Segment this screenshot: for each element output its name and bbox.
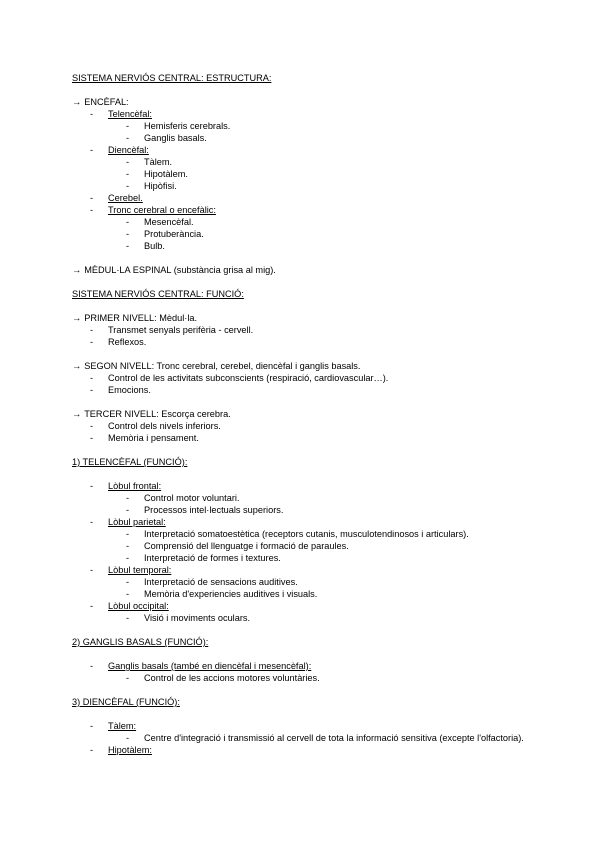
list-item: - Control de les accions motores voluntàries. xyxy=(126,673,320,683)
list-item: - Memòria d'experiencies auditives i visuals. xyxy=(126,589,318,599)
document-page xyxy=(72,72,542,756)
list-item: - Tàlem. xyxy=(126,157,173,167)
line-primer: → PRIMER NIVELL: Mèdul·la. xyxy=(72,313,198,323)
heading-diencefal: 3) DIENCÈFAL (FUNCIÓ): xyxy=(72,697,180,707)
list-item: - Ganglis basals (també en diencèfal i mesencèfal): xyxy=(90,661,312,671)
list-item: - Control de les activitats subconscients (respiració, cardiovascular…). xyxy=(90,373,389,383)
line-segon: → SEGON NIVELL: Tronc cerebral, cerebel, diencèfal i ganglis basals. xyxy=(72,361,361,371)
list-item: - Protuberància. xyxy=(126,229,204,239)
heading-function: SISTEMA NERVIÓS CENTRAL: FUNCIÓ: xyxy=(72,289,244,299)
list-item: - Hipotàlem: xyxy=(90,745,152,755)
line-medul: → MÈDUL·LA ESPINAL (substància grisa al mig). xyxy=(72,265,276,275)
list-item: - Bulb. xyxy=(126,241,165,251)
arrow-icon: → xyxy=(72,313,82,323)
arrow-icon: → xyxy=(72,361,82,371)
arrow-icon: → xyxy=(72,97,82,107)
list-item: - Centre d'integració i transmissió al cervell de tota la informació sensitiva (excepte l'olfactoria). xyxy=(126,733,524,743)
list-item: - Emocions. xyxy=(90,385,151,395)
list-item: - Tronc cerebral o encefàlic: xyxy=(90,205,216,215)
heading-telencefal: 1) TELENCÈFAL (FUNCIÓ): xyxy=(72,457,188,467)
list-item: - Control motor voluntari. xyxy=(126,493,240,503)
list-item: - Lòbul frontal: xyxy=(90,481,162,491)
line-tercer: → TERCER NIVELL: Escorça cerebra. xyxy=(72,409,231,419)
heading-structure: SISTEMA NERVIÓS CENTRAL: ESTRUCTURA: xyxy=(72,73,272,83)
list-item: - Mesencèfal. xyxy=(126,217,194,227)
list-item: - Hipotàlem. xyxy=(126,169,188,179)
list-item: - Memòria i pensament. xyxy=(90,433,199,443)
list-item: - Cerebel. xyxy=(90,193,143,203)
list-item: - Telencèfal: xyxy=(90,109,152,119)
arrow-icon: → xyxy=(72,409,82,419)
list-item: - Hipòfisi. xyxy=(126,181,177,191)
list-item: - Processos intel·lectuals superiors. xyxy=(126,505,284,515)
list-item: - Diencèfal: xyxy=(90,145,149,155)
list-item: - Transmet senyals perifèria - cervell. xyxy=(90,325,254,335)
list-item: - Control dels nivels inferiors. xyxy=(90,421,221,431)
line-encefal: → ENCÈFAL: xyxy=(72,97,129,107)
list-item: - Hemisferis cerebrals. xyxy=(126,121,231,131)
list-item: - Interpretació somatoestètica (receptors cutanis, musculotendinosos i articulars). xyxy=(126,529,469,539)
list-item: - Interpretació de sensacions auditives. xyxy=(126,577,298,587)
list-item: - Lòbul temporal: xyxy=(90,565,172,575)
list-item: - Lòbul parietal: xyxy=(90,517,166,527)
list-item: - Comprensió del llenguatge i formació de paraules. xyxy=(126,541,349,551)
list-item: - Ganglis basals. xyxy=(126,133,207,143)
list-item: - Interpretació de formes i textures. xyxy=(126,553,281,563)
list-item: - Visió i moviments oculars. xyxy=(126,613,251,623)
list-item: - Reflexos. xyxy=(90,337,147,347)
heading-ganglis: 2) GANGLIS BASALS (FUNCIÓ): xyxy=(72,637,209,647)
list-item: - Tàlem: xyxy=(90,721,137,731)
list-item: - Lòbul occipital: xyxy=(90,601,169,611)
arrow-icon: → xyxy=(72,265,82,275)
